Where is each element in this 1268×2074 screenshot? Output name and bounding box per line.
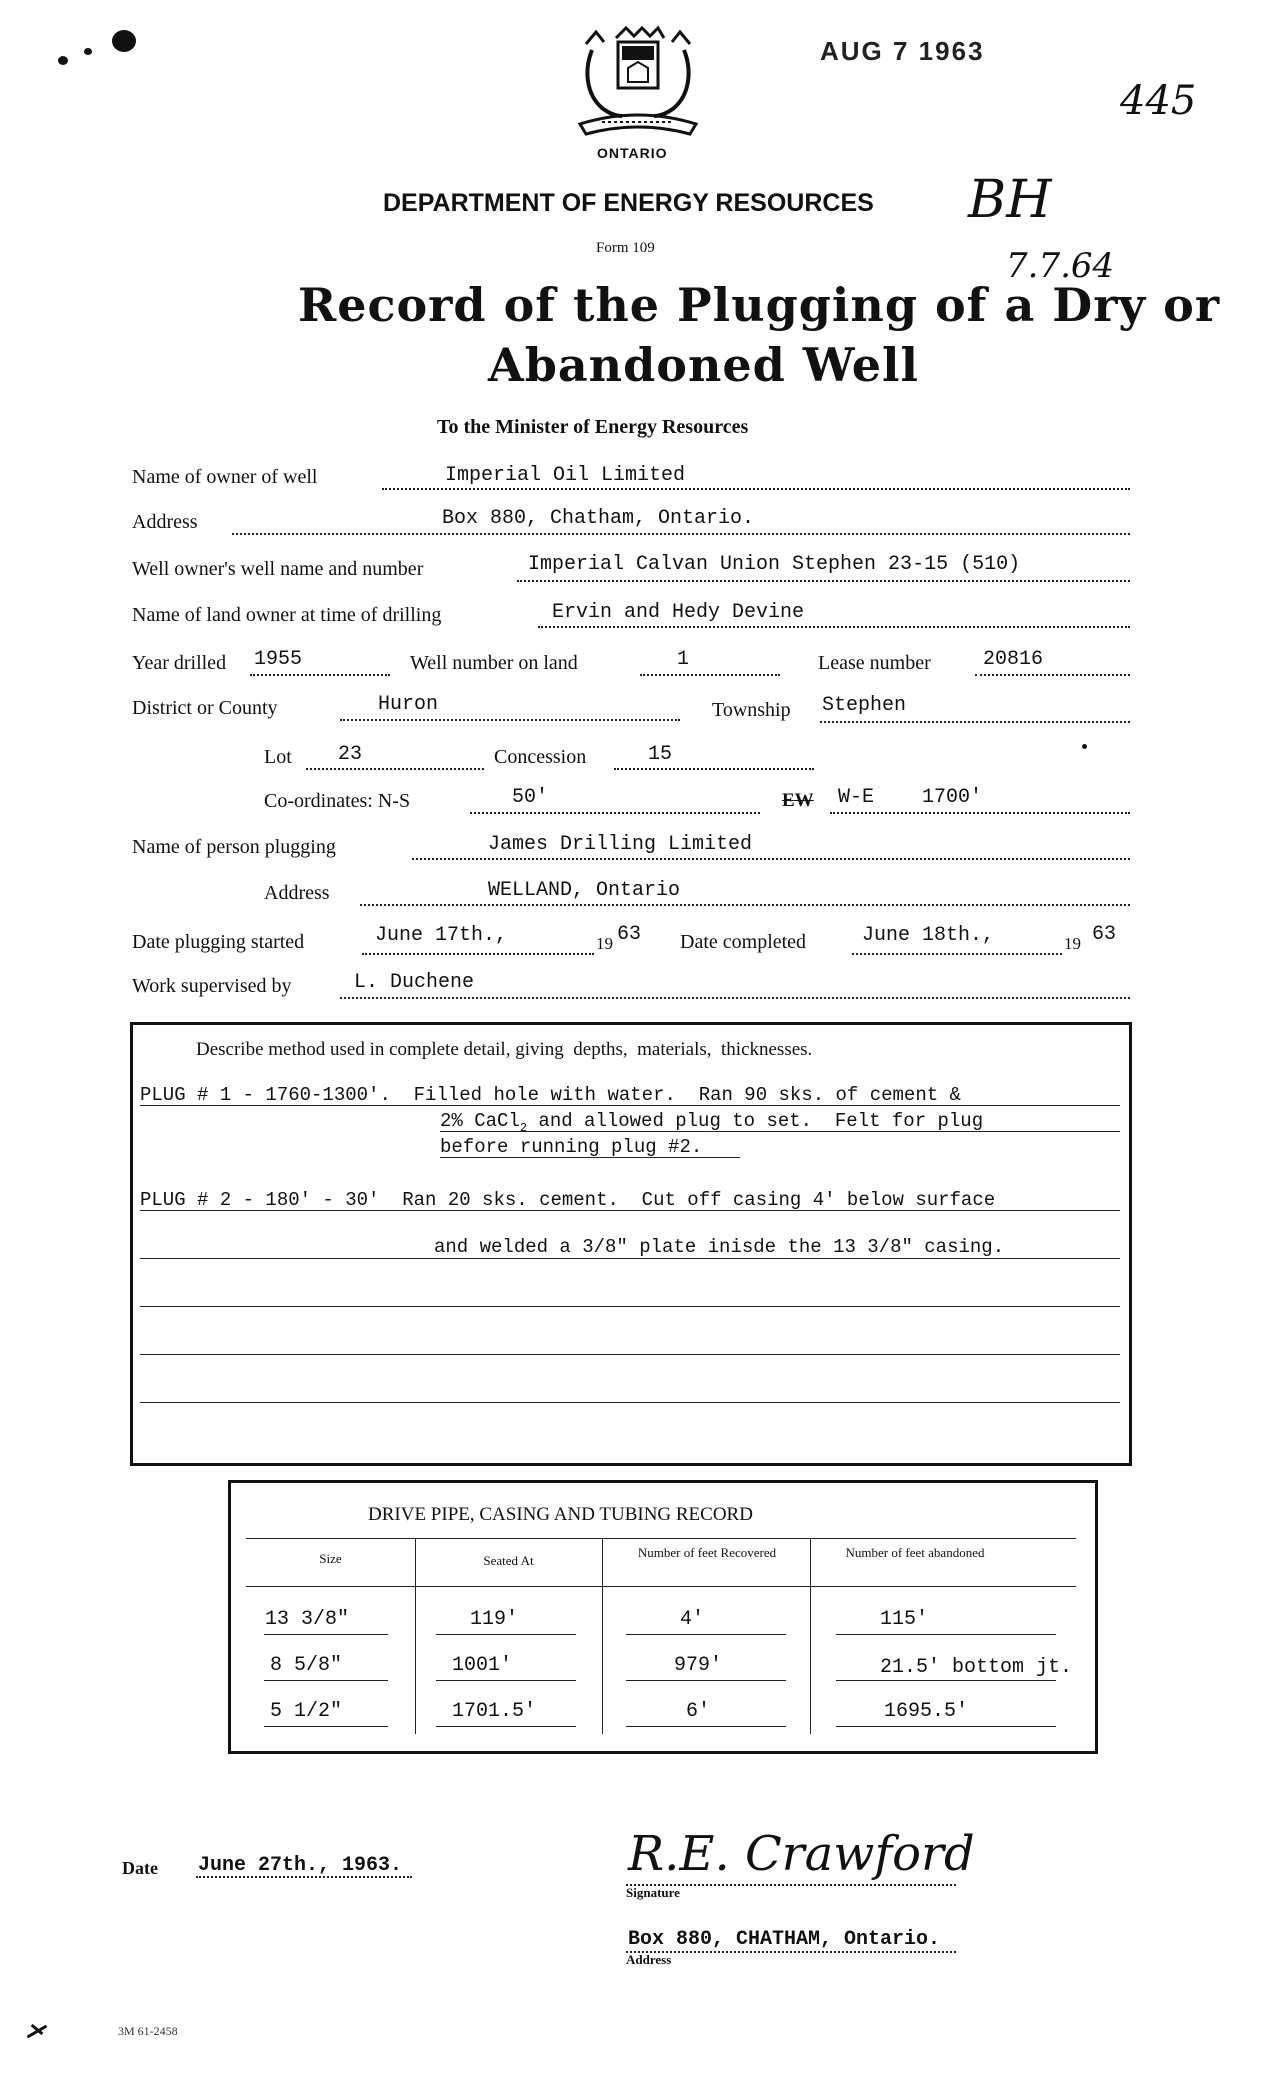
form-title-line1: Record of the Plugging of a Dry or [298,278,1221,332]
row-line [264,1680,388,1681]
well-number-label: Well number on land [410,652,578,674]
district-label: District or County [132,697,278,719]
table-rule [246,1538,1076,1539]
township-label: Township [712,699,791,721]
ink-blot [84,48,92,55]
footer-address-line [626,1951,956,1953]
date-completed-label: Date completed [680,931,807,953]
coordinates-label: Co-ordinates: N-S [264,790,411,812]
ns-line [470,812,760,814]
ontario-coat-of-arms-icon [572,20,704,142]
row3-recovered: 6' [686,1700,711,1723]
department-title: DEPARTMENT OF ENERGY RESOURCES [383,189,874,217]
township-line [820,721,1130,723]
form-code: 3M 61-2458 [118,2024,178,2038]
supervised-line [340,997,1130,999]
supervised-value: L. Duchene [354,971,475,994]
signature-label: Signature [626,1885,680,1900]
address-value: Box 880, Chatham, Ontario. [442,507,755,530]
table-rule [810,1538,811,1734]
date-completed-value: June 18th., [862,924,995,947]
well-number-value: 1 [677,648,690,671]
person-address-line [360,904,1130,906]
row1-recovered: 4' [680,1608,705,1631]
column-header-recovered: Number of feet Recovered [637,1545,777,1560]
row-line [436,1680,576,1681]
address-label: Address [132,511,198,533]
row-line [264,1634,388,1635]
date-started-label: Date plugging started [132,931,305,953]
date-started-value: June 17th., [375,924,508,947]
lot-line [306,768,484,770]
addressee-line: To the Minister of Energy Resources [437,416,749,438]
reviewer-initials: BH [968,170,1052,230]
person-plugging-label: Name of person plugging [132,836,336,858]
well-number-line [640,674,780,676]
person-address-value: WELLAND, Ontario [488,879,681,902]
row-line [436,1634,576,1635]
well-name-label: Well owner's well name and number [132,558,424,580]
plug2-line2: and welded a 3/8" plate inisde the 13 3/8" casing. [434,1236,1005,1258]
method-heading: Describe method used in complete detail, giving depths, materials, thicknesses. [196,1039,813,1060]
ink-blot [58,56,68,65]
row3-seated: 1701.5' [452,1700,537,1723]
row3-abandoned: 1695.5' [884,1700,969,1723]
row-line [436,1726,576,1727]
year-drilled-value: 1955 [254,648,303,671]
row1-size: 13 3/8" [265,1608,350,1631]
concession-label: Concession [494,746,587,768]
person-address-label: Address [264,882,330,904]
ns-value: 50' [512,786,549,809]
row-line [836,1726,1056,1727]
supervised-label: Work supervised by [132,975,292,997]
ink-blot [112,30,136,52]
well-name-value: Imperial Calvan Union Stephen 23-15 (510) [528,553,1021,576]
person-plugging-line [412,858,1130,860]
land-owner-label: Name of land owner at time of drilling [132,604,442,626]
lot-value: 23 [338,743,363,766]
row-line [626,1634,786,1635]
lot-label: Lot [264,746,292,768]
row-line [836,1680,1056,1681]
plug1-line1: PLUG # 1 - 1760-1300'. Filled hole with water. Ran 90 sks. of cement & [140,1084,961,1106]
plug1-line3: before running plug #2. [440,1136,703,1158]
form-number: Form 109 [596,240,655,256]
margin-note: 445 [1120,78,1197,124]
land-owner-line [538,626,1130,628]
table-rule [602,1538,603,1734]
footer-date-label: Date [122,1858,158,1878]
signature: R.E. Crawford [628,1826,975,1882]
owner-value: Imperial Oil Limited [445,464,686,487]
row1-seated: 119' [470,1608,519,1631]
row3-size: 5 1/2" [270,1700,343,1723]
land-owner-value: Ervin and Hedy Devine [552,601,805,624]
ink-dot [1082,744,1087,749]
district-value: Huron [378,693,439,716]
district-line [340,719,680,721]
method-line [140,1306,1120,1307]
table-rule [246,1586,1076,1587]
owner-line [382,488,1130,490]
received-date-stamp: AUG 7 1963 [820,36,985,66]
date-completed-line [852,953,1062,955]
owner-label: Name of owner of well [132,466,318,488]
method-line [140,1354,1120,1355]
we-value: W-E 1700' [838,786,983,809]
footer-address-value: Box 880, CHATHAM, Ontario. [628,1928,941,1951]
ew-label: EW [782,790,814,811]
year-drilled-label: Year drilled [132,652,227,674]
row-line [626,1680,786,1681]
date-started-year: 63 [617,923,642,946]
province-label: ONTARIO [597,145,668,161]
plug2-line1: PLUG # 2 - 180' - 30' Ran 20 sks. cement. Cut off casing 4' below surface [140,1189,996,1211]
year-drilled-line [250,674,390,676]
row-line [626,1726,786,1727]
row2-seated: 1001' [452,1654,513,1677]
form-title-line2: Abandoned Well [488,338,919,392]
row-line [264,1726,388,1727]
row2-abandoned: 21.5' bottom jt. [880,1656,1073,1679]
row-line [836,1634,1056,1635]
casing-table-title: DRIVE PIPE, CASING AND TUBING RECORD [368,1504,753,1525]
column-header-size: Size [319,1551,342,1566]
address-line [232,533,1130,535]
column-header-seated: Seated At [483,1553,534,1568]
plug1-line2: 2% CaCl$_2$ and allowed plug to set. Felt for plug [440,1110,984,1135]
lease-number-value: 20816 [983,648,1044,671]
date-completed-year: 63 [1092,923,1117,946]
lease-number-line [975,674,1130,676]
review-date: 7.7.64 [1006,246,1115,286]
date-started-line [362,953,594,955]
row2-size: 8 5/8" [270,1654,343,1677]
method-line [140,1402,1120,1403]
lease-number-label: Lease number [818,652,931,674]
footer-date-value: June 27th., 1963. [198,1854,403,1877]
person-plugging-value: James Drilling Limited [488,833,753,856]
date-completed-century: 19 [1064,934,1081,953]
well-name-line [517,580,1130,582]
we-line [830,812,1130,814]
concession-line [614,768,814,770]
township-value: Stephen [822,694,907,717]
concession-value: 15 [648,743,673,766]
column-header-abandoned: Number of feet abandoned [845,1545,985,1560]
method-line [140,1258,1120,1259]
date-started-century: 19 [596,934,613,953]
row1-abandoned: 115' [880,1608,929,1631]
footer-address-label: Address [626,1952,672,1967]
row2-recovered: 979' [674,1654,723,1677]
